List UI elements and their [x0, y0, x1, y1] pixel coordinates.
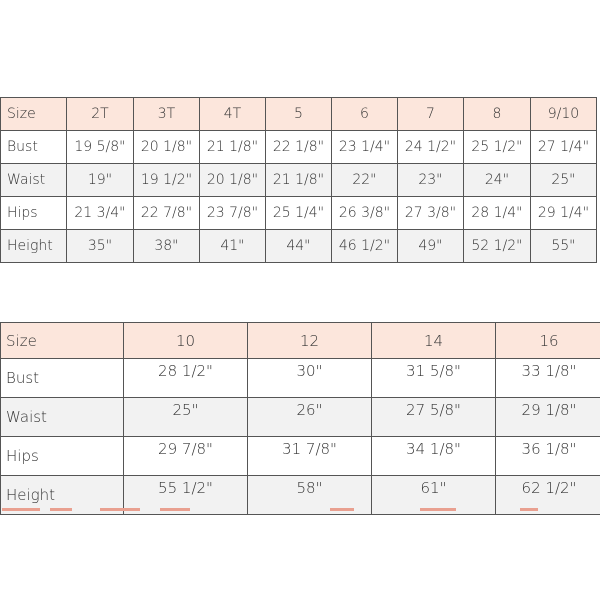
table-cell: 55 1/2": [124, 476, 248, 515]
table-cell: 46 1/2": [332, 230, 398, 263]
table-cell: 61": [372, 476, 496, 515]
table-row-height: [1, 230, 597, 263]
table-cell: 23 7/8": [200, 197, 266, 230]
note-fragment-mark: [160, 508, 190, 511]
table-row-bust: [1, 131, 597, 164]
row-label: Hips: [1, 197, 67, 230]
table-cell: 21 1/8": [266, 164, 332, 197]
table-row-bust: [1, 359, 600, 398]
table-cell: 20 1/8": [200, 164, 266, 197]
size-header-cell: 4T: [200, 98, 266, 131]
table-row-hips: [1, 437, 600, 476]
size-header-cell: 16: [496, 323, 600, 359]
table-cell: 21 3/4": [67, 197, 134, 230]
table-cell: 52 1/2": [464, 230, 531, 263]
size-header-label: Size: [1, 323, 124, 359]
size-header-cell: 5: [266, 98, 332, 131]
table-cell: 19 5/8": [67, 131, 134, 164]
table-cell: 28 1/4": [464, 197, 531, 230]
table-cell: 19": [67, 164, 134, 197]
table-cell: 28 1/2": [124, 359, 248, 398]
table-cell: 26": [248, 398, 372, 437]
row-label: Bust: [1, 359, 124, 398]
table-cell: 22 7/8": [134, 197, 200, 230]
table-header-row: [1, 323, 600, 359]
note-fragment-mark: [520, 508, 538, 511]
table-cell: 31 7/8": [248, 437, 372, 476]
size-header-cell: 12: [248, 323, 372, 359]
table-cell: 29 1/8": [496, 398, 600, 437]
table-cell: 30": [248, 359, 372, 398]
table-cell: 25": [531, 164, 597, 197]
row-label: Waist: [1, 398, 124, 437]
table-cell: 27 5/8": [372, 398, 496, 437]
table-cell: 22": [332, 164, 398, 197]
table-cell: 31 5/8": [372, 359, 496, 398]
note-fragment-mark: [420, 508, 456, 511]
table-cell: 38": [134, 230, 200, 263]
table-row-waist: [1, 398, 600, 437]
note-fragment-mark: [100, 508, 140, 511]
table-cell: 20 1/8": [134, 131, 200, 164]
size-chart-table-2: [0, 322, 600, 515]
table-cell: 25 1/2": [464, 131, 531, 164]
table-cell: 22 1/8": [266, 131, 332, 164]
size-header-cell: 9/10: [531, 98, 597, 131]
table-cell: 21 1/8": [200, 131, 266, 164]
table-cell: 49": [398, 230, 464, 263]
table-cell: 27 3/8": [398, 197, 464, 230]
table-cell: 33 1/8": [496, 359, 600, 398]
row-label: Height: [1, 230, 67, 263]
table-cell: 25 1/4": [266, 197, 332, 230]
size-header-cell: 14: [372, 323, 496, 359]
note-fragment-mark: [2, 508, 40, 511]
table-cell: 36 1/8": [496, 437, 600, 476]
size-chart-table-1: [0, 97, 597, 263]
table-cell: 35": [67, 230, 134, 263]
size-header-label: Size: [1, 98, 67, 131]
table-cell: 24": [464, 164, 531, 197]
row-label: Hips: [1, 437, 124, 476]
size-header-cell: 8: [464, 98, 531, 131]
size-header-cell: 6: [332, 98, 398, 131]
note-fragment-mark: [50, 508, 72, 511]
table-cell: 29 1/4": [531, 197, 597, 230]
table-cell: 23 1/4": [332, 131, 398, 164]
table-cell: 25": [124, 398, 248, 437]
row-label: Height: [1, 476, 124, 515]
table-cell: 62 1/2": [496, 476, 600, 515]
row-label: Waist: [1, 164, 67, 197]
table-cell: 23": [398, 164, 464, 197]
table-cell: 44": [266, 230, 332, 263]
table-cell: 29 7/8": [124, 437, 248, 476]
table-cell: 26 3/8": [332, 197, 398, 230]
table-cell: 58": [248, 476, 372, 515]
table-header-row: [1, 98, 597, 131]
table-row-hips: [1, 197, 597, 230]
size-header-cell: 7: [398, 98, 464, 131]
table-cell: 24 1/2": [398, 131, 464, 164]
cropped-note-fragment: [0, 508, 600, 514]
size-header-cell: 3T: [134, 98, 200, 131]
table-cell: 19 1/2": [134, 164, 200, 197]
table-cell: 41": [200, 230, 266, 263]
note-fragment-mark: [330, 508, 354, 511]
row-label: Bust: [1, 131, 67, 164]
table-cell: 34 1/8": [372, 437, 496, 476]
size-header-cell: 10: [124, 323, 248, 359]
table-cell: 27 1/4": [531, 131, 597, 164]
table-cell: 55": [531, 230, 597, 263]
size-header-cell: 2T: [67, 98, 134, 131]
table-row-waist: [1, 164, 597, 197]
